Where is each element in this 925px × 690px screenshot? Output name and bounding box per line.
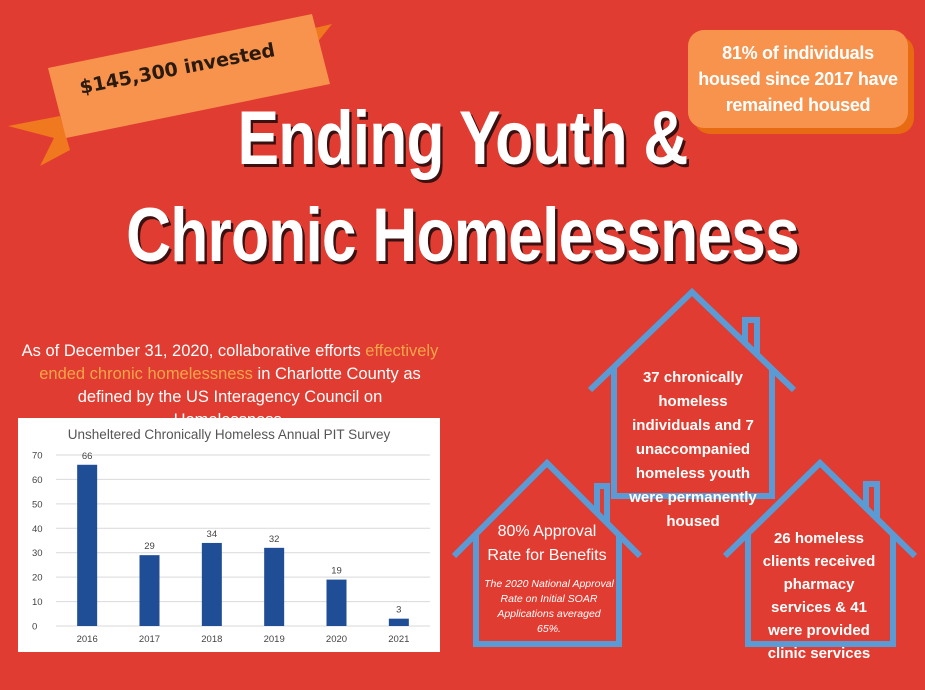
y-tick-label: 60 <box>32 474 43 486</box>
callout-text: 81% of individuals housed since 2017 have remained housed <box>698 43 898 115</box>
data-label: 66 <box>81 450 93 462</box>
data-label: 32 <box>268 533 280 545</box>
approval-title: 80% Approval Rate for Benefits <box>487 523 607 564</box>
y-tick-label: 50 <box>32 499 43 511</box>
x-tick-label: 2019 <box>263 634 285 645</box>
approval-subtitle: The 2020 National Approval Rate on Initial SOAR Applications averaged 65%. <box>484 578 614 635</box>
data-label: 34 <box>206 528 218 540</box>
chart-title: Unsheltered Chronically Homeless Annual PIT Survey <box>67 427 391 442</box>
x-tick-label: 2021 <box>388 634 410 645</box>
x-tick-label: 2017 <box>138 634 161 645</box>
page-title-line-2: Chronic Homelessness <box>126 193 799 278</box>
data-label: 29 <box>144 541 155 553</box>
y-tick-label: 70 <box>32 450 43 462</box>
y-tick-label: 0 <box>32 621 38 633</box>
x-tick-label: 2018 <box>201 634 223 645</box>
x-tick-label: 2020 <box>325 634 348 645</box>
x-tick-label: 2016 <box>76 634 98 645</box>
data-label: 19 <box>331 565 342 577</box>
intro-highlight: effectively ended chronic homelessness <box>39 342 439 383</box>
y-tick-label: 20 <box>32 572 43 584</box>
page-title-line-1: Ending Youth & <box>237 96 688 181</box>
y-tick-label: 10 <box>32 597 43 609</box>
investment-banner-text: $145,300 invested <box>77 39 277 99</box>
intro-text-end: in Charlotte County as defined by the US Interagency Council on <box>77 365 421 406</box>
intro-text-start: As of December 31, 2020, collaborative efforts <box>21 342 366 360</box>
housed-text: 37 chronically homeless individuals and 7 unaccompanied homeless youth were permanently housed <box>629 369 757 530</box>
clinic-text: 26 homeless clients received pharmacy services & 41 were provided clinic services <box>762 530 876 662</box>
y-tick-label: 40 <box>32 523 43 535</box>
data-label: 3 <box>396 604 402 616</box>
y-tick-label: 30 <box>32 548 43 560</box>
